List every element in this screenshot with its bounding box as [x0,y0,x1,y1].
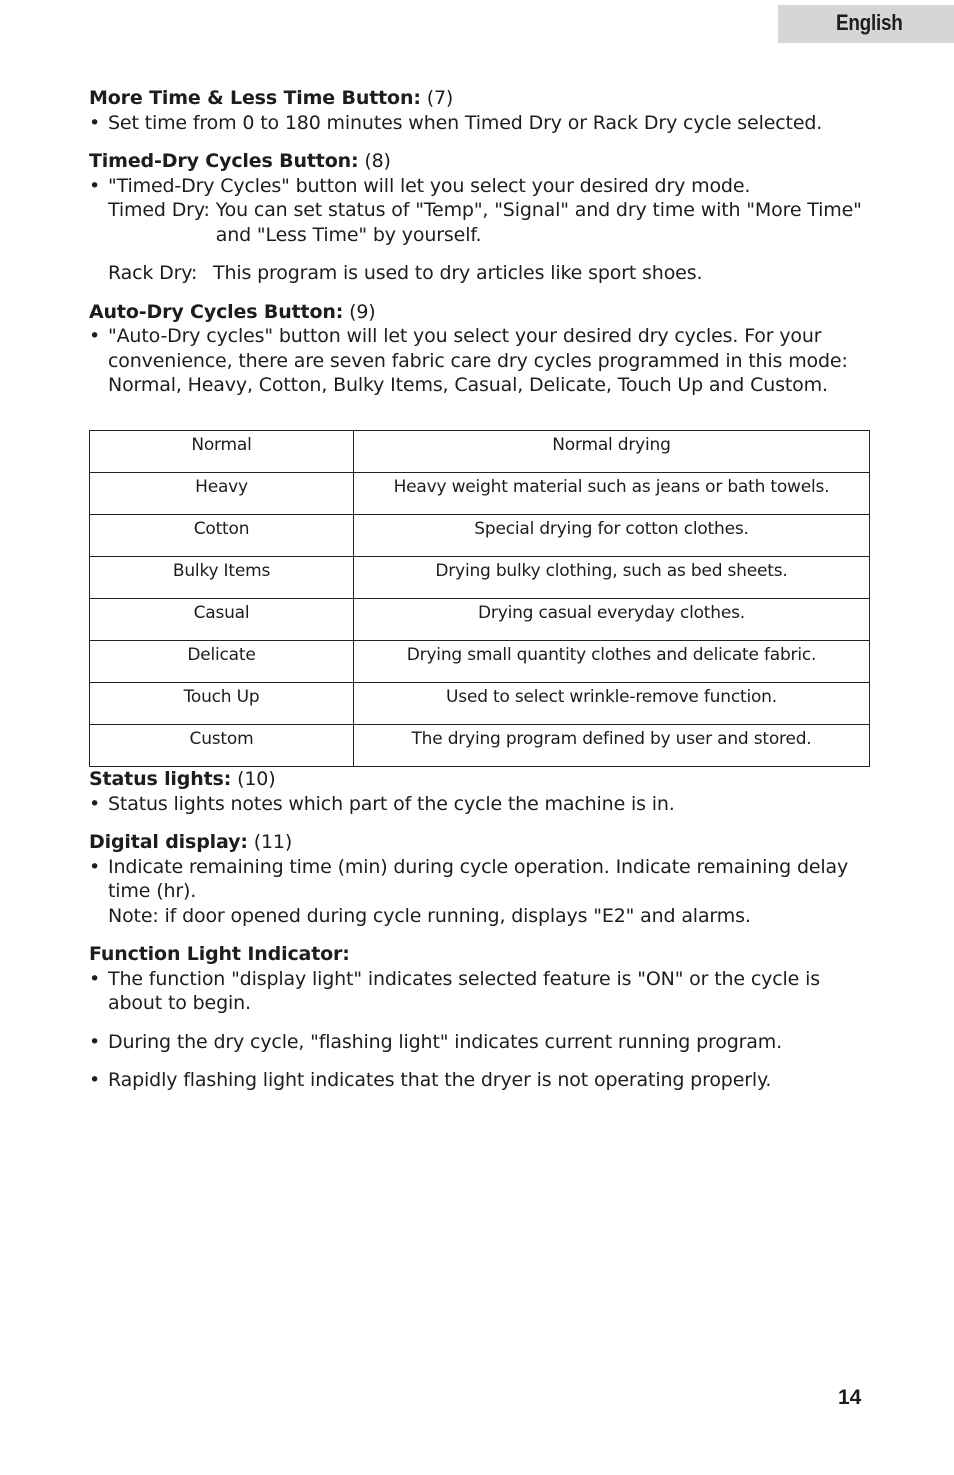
section-heading: More Time & Less Time Button: (7) [89,87,454,109]
bullet-paragraph: • "Timed-Dry Cycles" button will let you select your desired dry mode. [89,174,751,197]
cycle-name-cell: Custom [90,725,354,767]
cycle-description-cell: Special drying for cotton clothes. [354,515,870,557]
table-row [90,683,870,725]
table-row [90,557,870,599]
content-top [89,86,879,412]
cycle-name-cell: Bulky Items [90,557,354,599]
table-row [90,515,870,557]
cycle-description-cell: The drying program defined by user and stored. [354,725,870,767]
bullet-paragraph: • Rapidly flashing light indicates that the dryer is not operating properly. [89,1069,772,1091]
bullet-paragraph: • During the dry cycle, "flashing light" indicates current running program. [89,1030,783,1053]
bullet-glyph: • [89,855,101,878]
language-tab [778,5,954,43]
definition-text: You can set status of "Temp", "Signal" and dry time with "More Time" and "Less Time" by yourself. [215,199,862,246]
cycle-name-cell: Touch Up [90,683,354,725]
function-light-section [89,942,879,1093]
definition-text: This program is used to dry articles like sport shoes. [213,262,703,284]
language-label: English [836,10,903,35]
auto-dry-section [89,300,879,398]
bullet-glyph: • [89,967,101,990]
definition-term: Rack Dry: [108,262,204,284]
table-row [90,725,870,767]
bullet-glyph: • [89,1069,101,1091]
bullet-glyph: • [89,1030,101,1053]
cycle-description-cell: Drying bulky clothing, such as bed sheets. [354,557,870,599]
more-less-time-section [89,86,879,135]
cycle-name-cell: Normal [90,431,354,473]
cycle-name-cell: Casual [90,599,354,641]
note-text: Note: if door opened during cycle running, displays "E2" and alarms. [108,904,751,927]
digital-display-section [89,830,879,928]
cycle-name-cell: Cotton [90,515,354,557]
table-row [90,641,870,683]
section-heading: Timed-Dry Cycles Button: (8) [89,150,391,172]
bullet-paragraph: • Status lights notes which part of the cycle the machine is in. [89,792,675,815]
section-heading: Function Light Indicator: [89,943,350,965]
cycle-name-cell: Delicate [90,641,354,683]
bullet-glyph: • [89,174,101,197]
bullet-paragraph: • "Auto-Dry cycles" button will let you select your desired dry cycles. For your convenience, there are seven fabric care dry cycles programmed in this mode: Normal, Heavy, Cotton, Bulky Items, Casual, Delicate, Touch Up and Custom. [89,325,848,396]
table-row [90,599,870,641]
cycle-name-cell: Heavy [90,473,354,515]
timed-dry-definition [89,198,879,247]
rack-dry-definition [89,261,879,286]
bullet-paragraph: • Set time from 0 to 180 minutes when Timed Dry or Rack Dry cycle selected. [89,111,823,134]
section-heading: Status lights: (10) [89,768,276,790]
status-lights-section [89,767,879,816]
cycle-description-cell: Drying casual everyday clothes. [354,599,870,641]
bullet-paragraph: • The function "display light" indicates selected feature is "ON" or the cycle is about to begin. [89,967,820,1014]
content-bottom [89,767,879,1107]
section-heading: Digital display: (11) [89,831,293,853]
page-number: 14 [838,1386,862,1409]
section-heading: Auto-Dry Cycles Button: (9) [89,300,376,323]
cycle-description-cell: Normal drying [354,431,870,473]
bullet-glyph: • [89,792,101,815]
cycle-description-cell: Heavy weight material such as jeans or bath towels. [354,473,870,515]
bullet-paragraph: • Indicate remaining time (min) during cycle operation. Indicate remaining delay time (hr). [89,855,849,902]
timed-dry-section [89,149,879,286]
bullet-glyph: • [89,325,101,347]
cycle-description-cell: Drying small quantity clothes and delicate fabric. [354,641,870,683]
bullet-glyph: • [89,111,101,134]
cycle-description-cell: Used to select wrinkle-remove function. [354,683,870,725]
dry-cycles-table [89,430,870,767]
table-row [90,473,870,515]
table-row [90,431,870,473]
definition-term: Timed Dry: [108,199,216,221]
